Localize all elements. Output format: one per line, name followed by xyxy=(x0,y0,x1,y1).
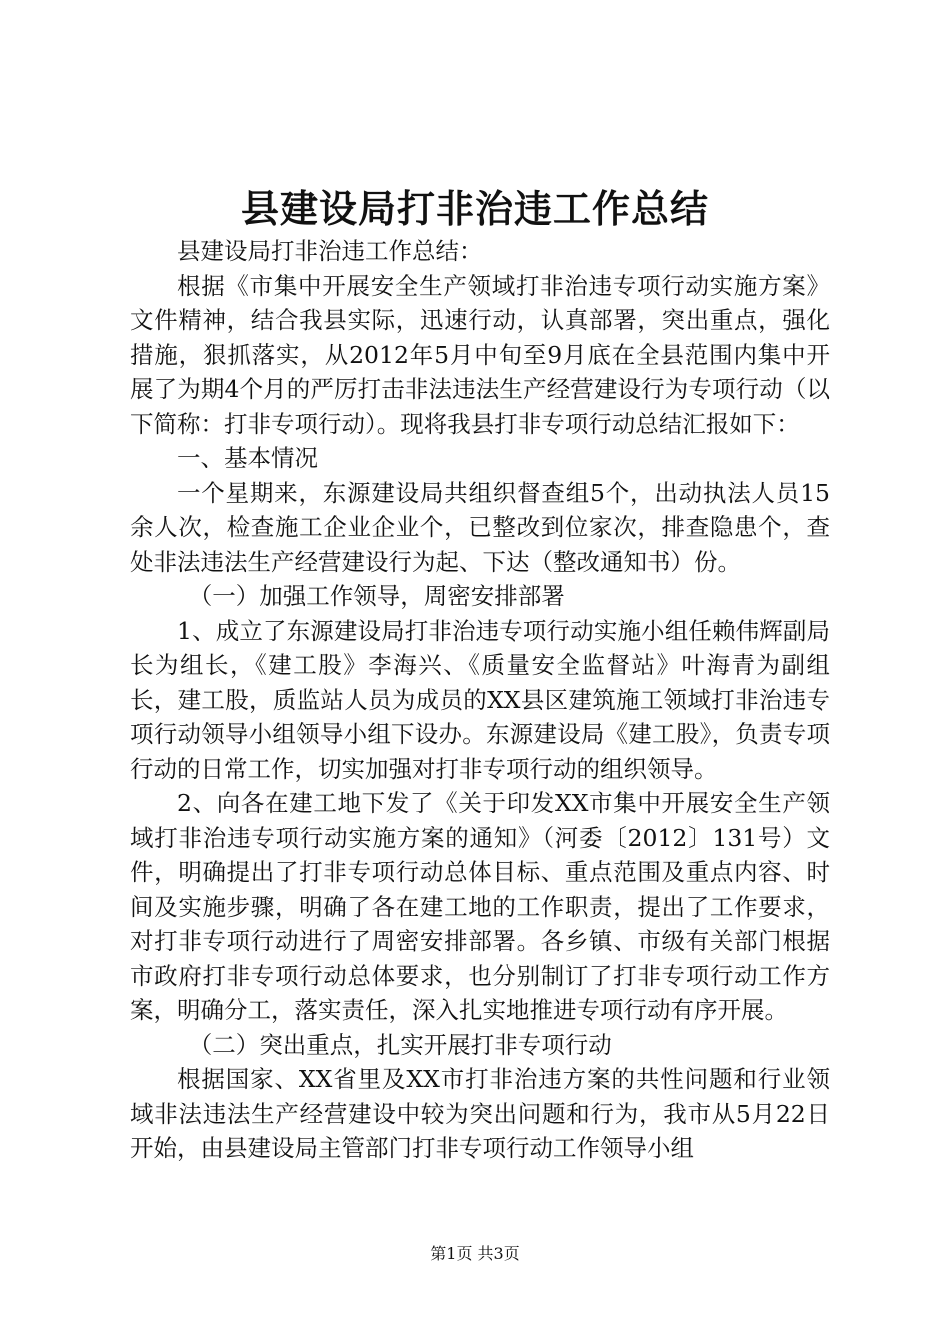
paragraph-focus: 根据国家、XX省里及XX市打非治违方案的共性问题和行业领域非法违法生产经营建设中较为突出问题和行为，我市从5月22日开始，由县建设局主管部门打非专项行动工作领导小组 xyxy=(130,1065,830,1162)
section-heading-basic: 一、基本情况 xyxy=(177,444,318,472)
intro-line: 县建设局打非治违工作总结： xyxy=(177,237,483,265)
subsection-heading-leadership: （一）加强工作领导，周密安排部署 xyxy=(188,582,565,610)
page-title: 县建设局打非治违工作总结 xyxy=(240,186,709,231)
paragraph-overview: 一个星期来，东源建设局共组织督查组5个，出动执法人员15余人次，检查施工企业企业个，已整改到位家次，排查隐患个，查处非法违法生产经营建设行为起、下达（整改通知书）份。 xyxy=(130,478,830,576)
page-footer: 第1页 共3页 xyxy=(430,1244,520,1263)
paragraph-background: 根据《市集中开展安全生产领域打非治违专项行动实施方案》文件精神，结合我县实际，迅速行动，认真部署，突出重点，强化措施，狠抓落实，从2012年5月中旬至9月底在全县范围内集中开展了为期4个月的严厉打击非法违法生产经营建设行为专项行动（以下简称：打非专项行动）。现将我县打非专项行动总结汇报如下： xyxy=(130,271,830,438)
paragraph-item-2: 2、向各在建工地下发了《关于印发XX市集中开展安全生产领域打非治违专项行动实施方案的通知》（河委〔2012〕131号）文件，明确提出了打非专项行动总体目标、重点范围及重点内容、时间及实施步骤，明确了各在建工地的工作职责，提出了工作要求，对打非专项行动进行了周密安排部署。各乡镇、市级有关部门根据市政府打非专项行动总体要求，也分别制订了打非专项行动工作方案，明确分工，落实责任，深入扎实地推进专项行动有序开展。 xyxy=(130,789,830,1024)
paragraph-item-1: 1、成立了东源建设局打非治违专项行动实施小组任赖伟辉副局长为组长，《建工股》李海兴、《质量安全监督站》叶海青为副组长，建工股，质监站人员为成员的XX县区建筑施工领域打非治违专项行动领导小组领导小组下设办。东源建设局《建工股》，负责专项行动的日常工作，切实加强对打非专项行动的组织领导。 xyxy=(130,616,830,783)
document-body xyxy=(130,234,830,1166)
subsection-heading-focus: （二）突出重点，扎实开展打非专项行动 xyxy=(188,1030,612,1059)
